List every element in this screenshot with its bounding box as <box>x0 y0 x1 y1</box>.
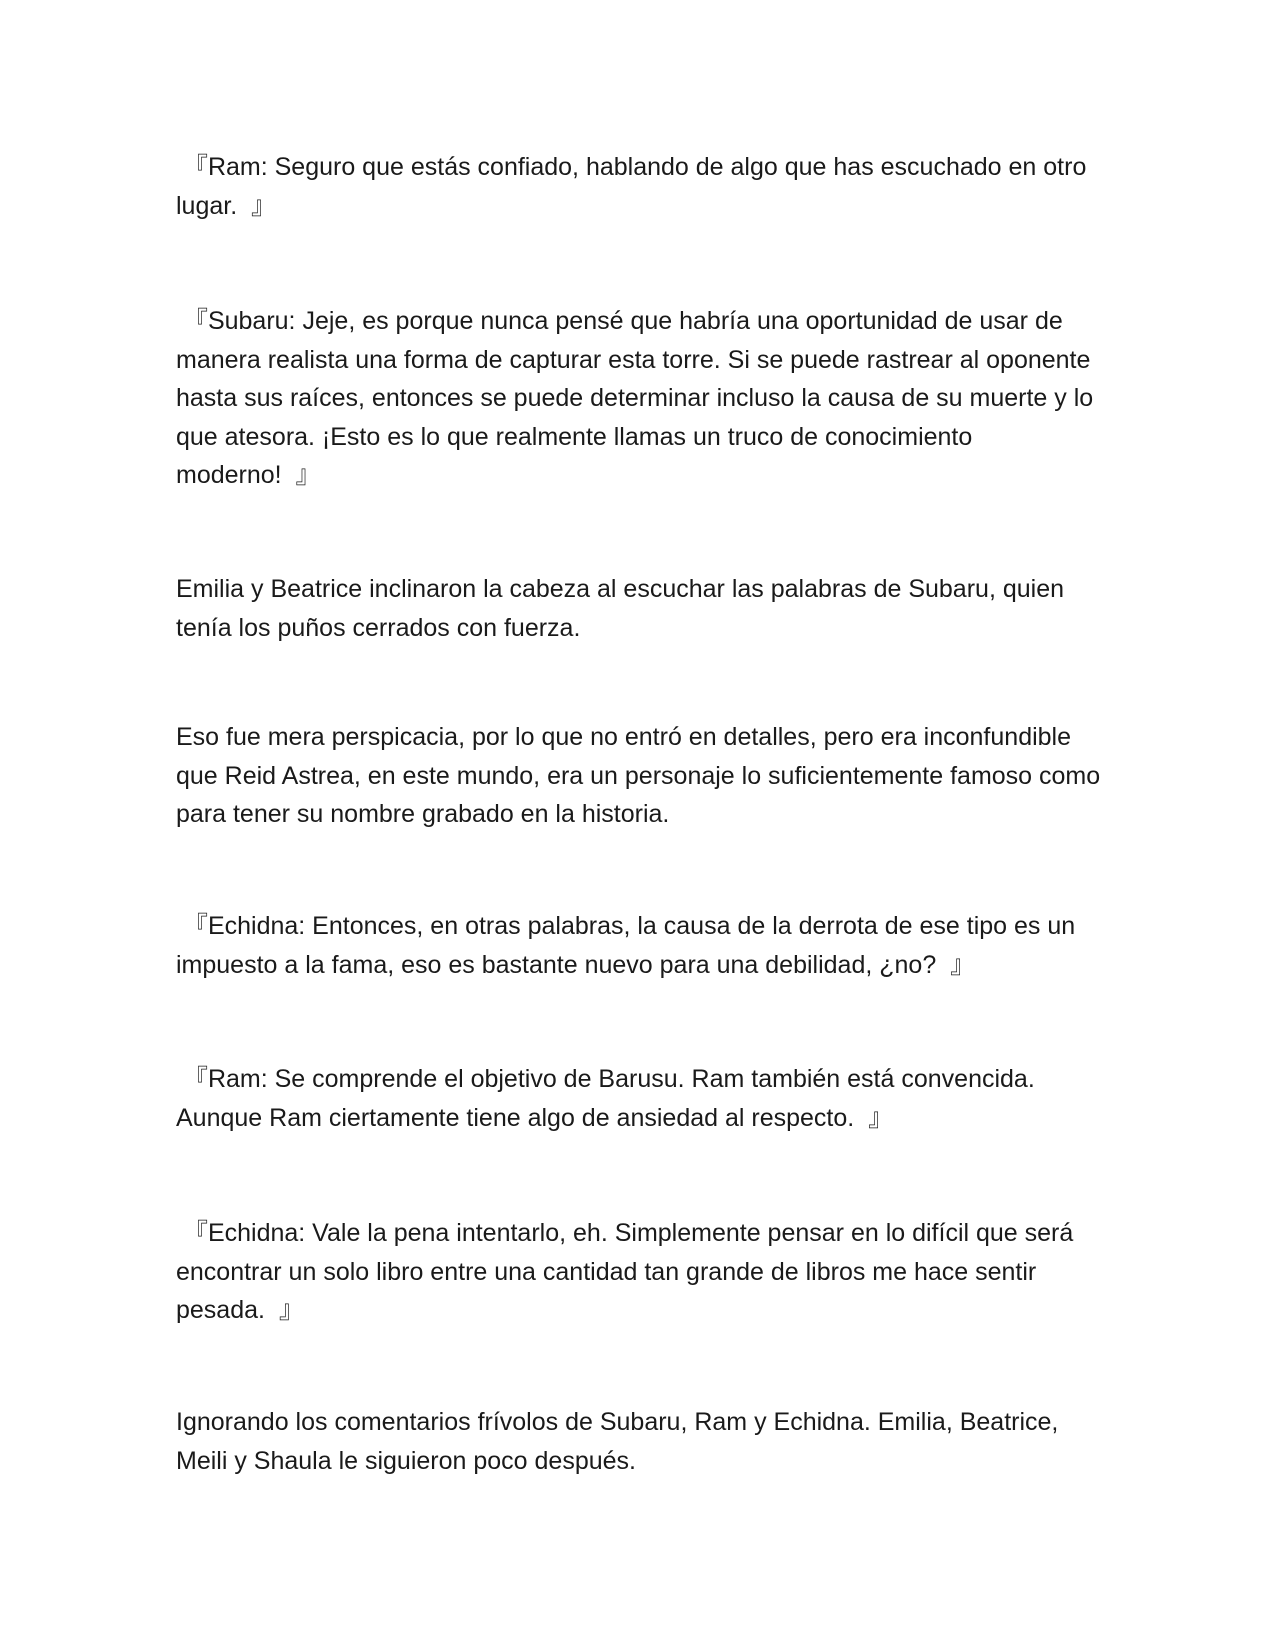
dialogue-paragraph-echidna: 『Echidna: Vale la pena intentarlo, eh. Simplemente pensar en lo difícil que será encontrar un solo libro entre una cantidad tan grande de libros me hace sentir pesada. 』 <box>176 1219 1081 1324</box>
narration-paragraph: Ignorando los comentarios frívolos de Subaru, Ram y Echidna. Emilia, Beatrice, Meili y Shaula le siguieron poco después. <box>176 1408 1066 1475</box>
dialogue-paragraph-subaru: 『Subaru: Jeje, es porque nunca pensé que habría una oportunidad de usar de manera realista una forma de capturar esta torre. Si se puede rastrear al oponente hasta sus raíces, entonces se puede determinar incluso la causa de su muerte y lo que atesora. ¡Esto es lo que realmente llamas un truco de conocimiento moderno! 』 <box>176 307 1101 489</box>
dialogue-paragraph-echidna: 『Echidna: Entonces, en otras palabras, la causa de la derrota de ese tipo es un impuesto a la fama, eso es bastante nuevo para una debilidad, ¿no? 』 <box>176 912 1083 979</box>
dialogue-paragraph-ram: 『Ram: Se comprende el objetivo de Barusu. Ram también está convencida. Aunque Ram ciertamente tiene algo de ansiedad al respecto. 』 <box>176 1065 1041 1132</box>
dialogue-paragraph-ram: 『Ram: Seguro que estás confiado, hablando de algo que has escuchado en otro lugar. 』 <box>176 153 1094 220</box>
narration-paragraph: Emilia y Beatrice inclinaron la cabeza al escuchar las palabras de Subaru, quien tenía los puños cerrados con fuerza. <box>176 575 1071 642</box>
narration-paragraph: Eso fue mera perspicacia, por lo que no entró en detalles, pero era inconfundible que Reid Astrea, en este mundo, era un personaje lo suficientemente famoso como para tener su nombre grabado en la historia. <box>176 723 1108 828</box>
